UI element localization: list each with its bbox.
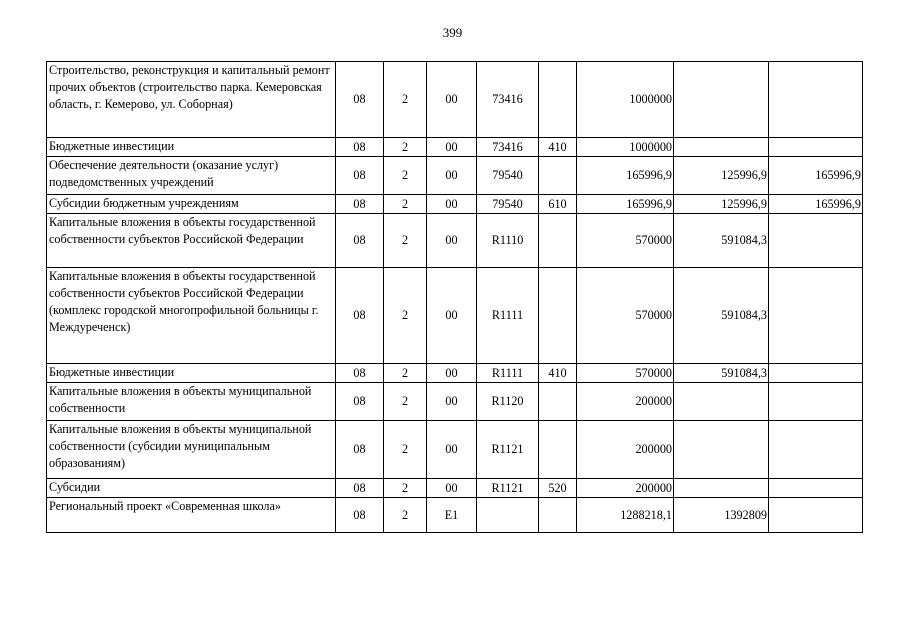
expense-type-cell <box>539 214 577 268</box>
subsection-cell: 2 <box>384 364 427 383</box>
amount3-cell <box>769 62 863 138</box>
direction-cell: 73416 <box>477 62 539 138</box>
direction-cell: R1111 <box>477 364 539 383</box>
amount1-cell: 165996,9 <box>577 195 674 214</box>
amount2-cell <box>674 138 769 157</box>
subsection-cell: 2 <box>384 214 427 268</box>
section-cell: 08 <box>336 421 384 479</box>
program-cell: 00 <box>427 364 477 383</box>
amount3-cell <box>769 479 863 498</box>
table-row <box>47 479 863 498</box>
amount1-cell: 165996,9 <box>577 157 674 195</box>
amount2-cell <box>674 383 769 421</box>
row-name-cell: Капитальные вложения в объекты государственной собственности субъектов Российской Федерации (комплекс городской многопрофильной больницы г. Междуреченск) <box>47 268 336 364</box>
page-number: 399 <box>442 25 463 40</box>
amount1-cell: 1000000 <box>577 62 674 138</box>
amount3-cell: 165996,9 <box>769 195 863 214</box>
amount3-cell <box>769 383 863 421</box>
amount3-cell <box>769 421 863 479</box>
amount1-cell: 570000 <box>577 364 674 383</box>
program-cell: 00 <box>427 195 477 214</box>
program-cell: 00 <box>427 138 477 157</box>
amount3-cell <box>769 138 863 157</box>
subsection-cell: 2 <box>384 195 427 214</box>
amount2-cell: 125996,9 <box>674 195 769 214</box>
expense-type-cell: 410 <box>539 364 577 383</box>
direction-cell: R1111 <box>477 268 539 364</box>
row-name-cell: Субсидии бюджетным учреждениям <box>47 195 336 214</box>
section-cell: 08 <box>336 195 384 214</box>
amount2-cell: 591084,3 <box>674 364 769 383</box>
subsection-cell: 2 <box>384 157 427 195</box>
direction-cell <box>477 498 539 533</box>
table-row <box>47 383 863 421</box>
row-name-cell: Капитальные вложения в объекты государственной собственности субъектов Российской Федерации <box>47 214 336 268</box>
table-row <box>47 157 863 195</box>
direction-cell: R1121 <box>477 421 539 479</box>
row-name-cell: Обеспечение деятельности (оказание услуг) подведомственных учреждений <box>47 157 336 195</box>
table-row <box>47 498 863 533</box>
amount1-cell: 200000 <box>577 421 674 479</box>
section-cell: 08 <box>336 62 384 138</box>
subsection-cell: 2 <box>384 268 427 364</box>
row-name-cell: Субсидии <box>47 479 336 498</box>
direction-cell: 79540 <box>477 157 539 195</box>
expense-type-cell: 610 <box>539 195 577 214</box>
row-name-cell: Бюджетные инвестиции <box>47 364 336 383</box>
amount3-cell <box>769 268 863 364</box>
row-name-cell: Строительство, реконструкция и капитальный ремонт прочих объектов (строительство парка. Кемеровская область, г. Кемерово, ул. Соборная) <box>47 62 336 138</box>
program-cell: 00 <box>427 62 477 138</box>
table-row <box>47 62 863 138</box>
direction-cell: 79540 <box>477 195 539 214</box>
amount3-cell <box>769 364 863 383</box>
expense-type-cell: 410 <box>539 138 577 157</box>
amount2-cell <box>674 479 769 498</box>
amount1-cell: 570000 <box>577 214 674 268</box>
expense-type-cell <box>539 421 577 479</box>
section-cell: 08 <box>336 157 384 195</box>
amount1-cell: 200000 <box>577 383 674 421</box>
direction-cell: R1120 <box>477 383 539 421</box>
table-row <box>47 421 863 479</box>
expense-type-cell <box>539 383 577 421</box>
amount2-cell <box>674 62 769 138</box>
table-row <box>47 195 863 214</box>
section-cell: 08 <box>336 138 384 157</box>
program-cell: 00 <box>427 157 477 195</box>
budget-table <box>46 61 863 533</box>
direction-cell: 73416 <box>477 138 539 157</box>
subsection-cell: 2 <box>384 479 427 498</box>
amount1-cell: 570000 <box>577 268 674 364</box>
amount1-cell: 1000000 <box>577 138 674 157</box>
subsection-cell: 2 <box>384 62 427 138</box>
subsection-cell: 2 <box>384 421 427 479</box>
section-cell: 08 <box>336 479 384 498</box>
direction-cell: R1121 <box>477 479 539 498</box>
amount2-cell: 1392809 <box>674 498 769 533</box>
subsection-cell: 2 <box>384 498 427 533</box>
row-name-cell: Капитальные вложения в объекты муниципальной собственности (субсидии муниципальным образованиям) <box>47 421 336 479</box>
amount1-cell: 1288218,1 <box>577 498 674 533</box>
table-row <box>47 138 863 157</box>
amount3-cell: 165996,9 <box>769 157 863 195</box>
expense-type-cell <box>539 498 577 533</box>
program-cell: 00 <box>427 479 477 498</box>
section-cell: 08 <box>336 268 384 364</box>
amount3-cell <box>769 214 863 268</box>
row-name-cell: Региональный проект «Современная школа» <box>47 498 336 533</box>
direction-cell: R1110 <box>477 214 539 268</box>
program-cell: 00 <box>427 383 477 421</box>
expense-type-cell: 520 <box>539 479 577 498</box>
program-cell: 00 <box>427 268 477 364</box>
table-row <box>47 214 863 268</box>
table-row <box>47 364 863 383</box>
expense-type-cell <box>539 157 577 195</box>
program-cell: 00 <box>427 214 477 268</box>
section-cell: 08 <box>336 214 384 268</box>
section-cell: 08 <box>336 383 384 421</box>
amount2-cell <box>674 421 769 479</box>
expense-type-cell <box>539 62 577 138</box>
amount2-cell: 125996,9 <box>674 157 769 195</box>
amount3-cell <box>769 498 863 533</box>
row-name-cell: Бюджетные инвестиции <box>47 138 336 157</box>
section-cell: 08 <box>336 364 384 383</box>
program-cell: E1 <box>427 498 477 533</box>
table-row <box>47 268 863 364</box>
amount1-cell: 200000 <box>577 479 674 498</box>
program-cell: 00 <box>427 421 477 479</box>
amount2-cell: 591084,3 <box>674 214 769 268</box>
expense-type-cell <box>539 268 577 364</box>
row-name-cell: Капитальные вложения в объекты муниципальной собственности <box>47 383 336 421</box>
amount2-cell: 591084,3 <box>674 268 769 364</box>
subsection-cell: 2 <box>384 138 427 157</box>
section-cell: 08 <box>336 498 384 533</box>
subsection-cell: 2 <box>384 383 427 421</box>
